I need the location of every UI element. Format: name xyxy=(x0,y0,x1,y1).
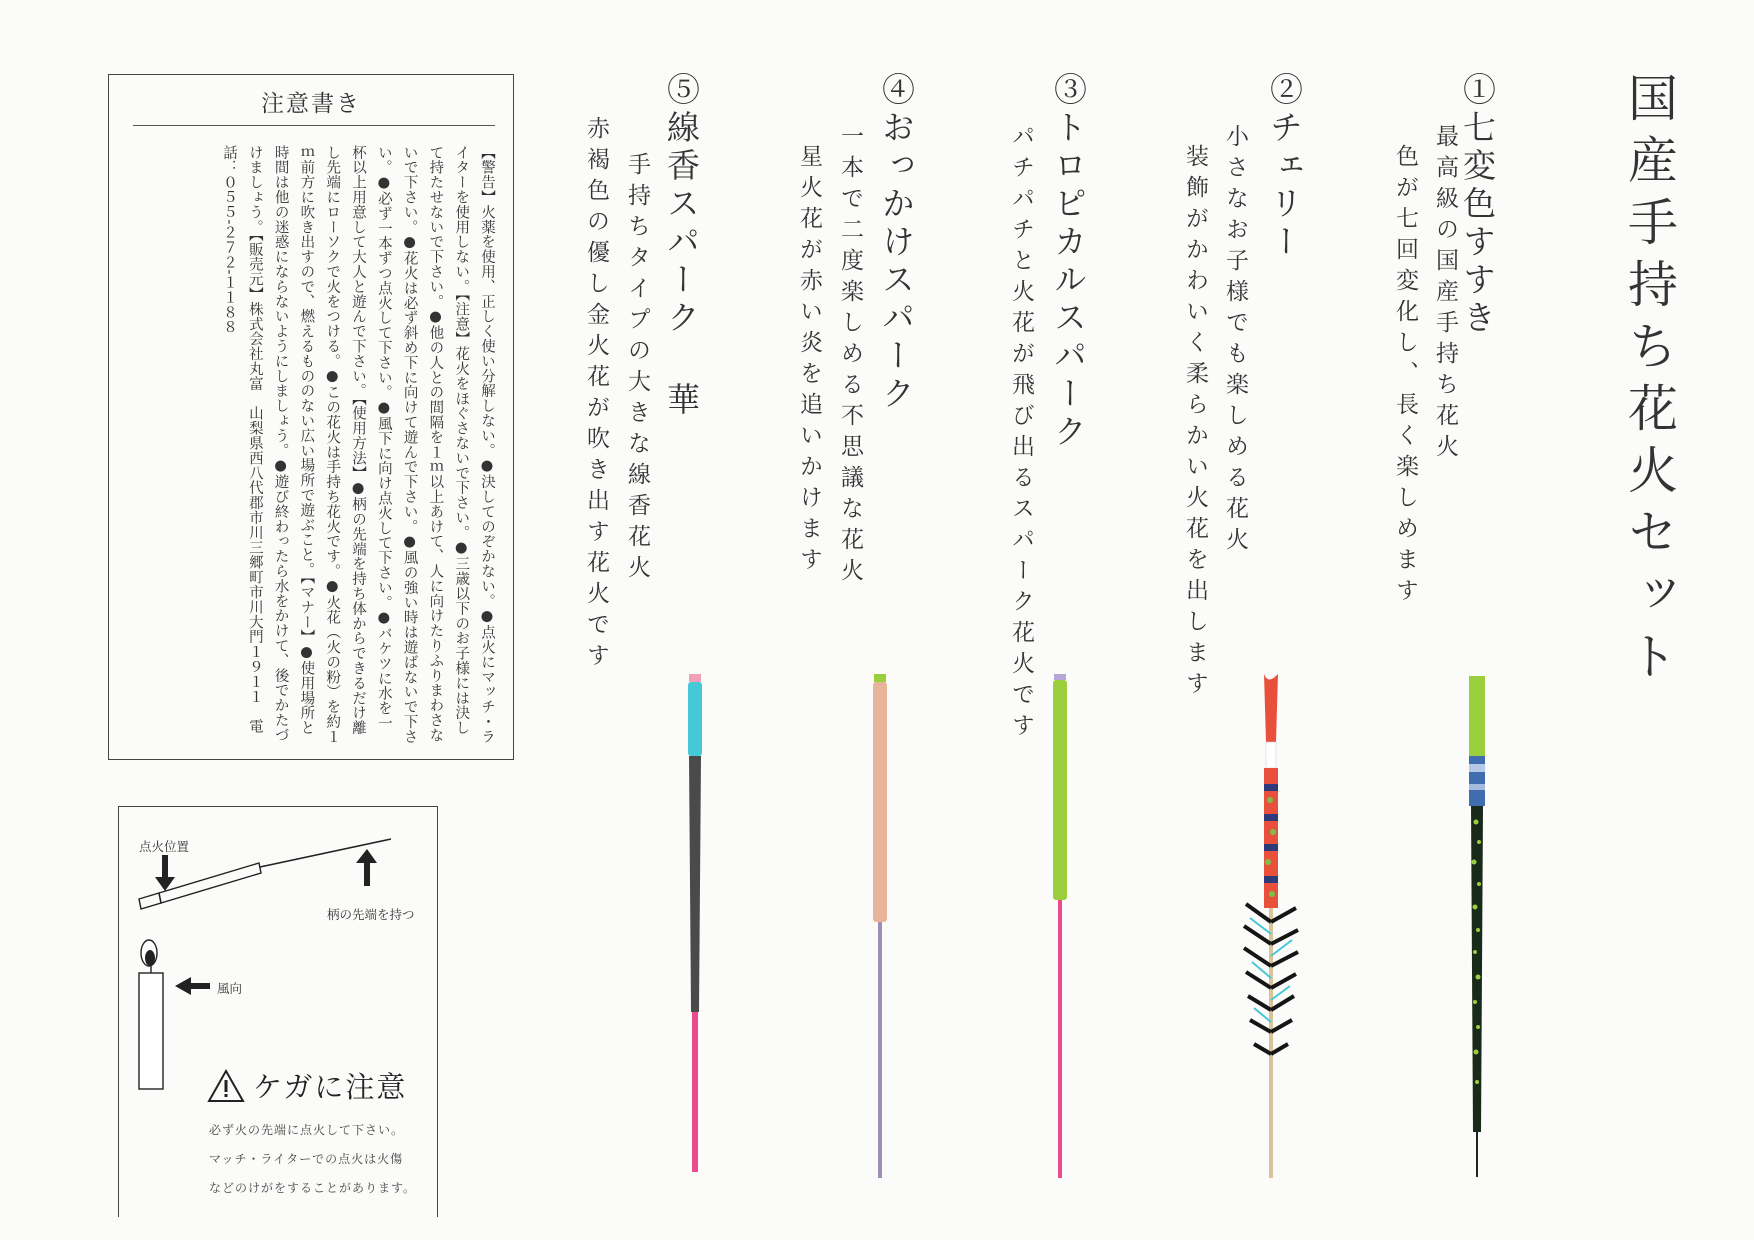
usage-illustration xyxy=(119,807,437,1107)
warning-title: ケガに注意 xyxy=(253,1070,408,1104)
item-1-desc-2: 色が七回変化し、長く楽しめます xyxy=(1392,144,1418,609)
sparkler-stick-icon xyxy=(139,839,391,909)
warning-line-1: 必ず火の先端に点火して下さい。 xyxy=(209,1123,405,1137)
usage-diagram xyxy=(118,806,438,1217)
item-4-name: ④おっかけスパーク xyxy=(877,72,916,414)
item-1-desc-1: 最高級の国産手持ち花火 xyxy=(1432,124,1458,465)
caution-body: 【警告】火薬を使用、正しく使い分解しない。●決してのぞかない。●点火にマッチ・ライターを使用しない。【注意】花火をほぐさないで下さい。●三歳以下のお子様には決して持たせないで下さい。●他の人との間隔を１ｍ以上あけて、人に向けたりふりまわさないで下さい。●花火は必ず斜め下に向けて遊んで下さい。●風の強い時は遊ばないで下さい。●必ず一本ずつ点火して下さい。●風下に向け点火して下さい。●バケツに水を一杯以上用意して大人と遊んで下さい。【使用方法】●柄の先端を持ち体からできるだけ離し先端にローソクで火をつける。●この花火は手持ち花火です。●火花（火の粉）を約１ｍ前方に吹き出すので、燃えるもののない広い場所で遊ぶこと。【マナー】●使用場所と時間は他の迷惑にならないようにしましょう。●遊び終わったら水をかけて、後でかたづけましょう。【販売元】株式会社丸富 山梨県西八代郡市川三郷町市川大門１９１１ 電話：０５５-２７２-１１８８ xyxy=(221,145,495,744)
caution-heading: 注意書き xyxy=(261,91,361,117)
item-2-desc-2: 装飾がかわいく柔らかい火花を出します xyxy=(1182,144,1208,702)
item-5-desc-1: 手持ちタイプの大きな線香花火 xyxy=(624,152,650,586)
sparkler-cherry-image xyxy=(1240,672,1300,1182)
main-title: 国産手持ち花火セット xyxy=(1620,72,1678,692)
candle-icon xyxy=(139,940,163,1089)
item-4-desc-1: 一本で二度楽しめる不思議な花火 xyxy=(837,124,863,589)
warning-line-3: などのけがをすることがあります。 xyxy=(209,1181,417,1195)
hold-arrow-icon xyxy=(356,849,377,886)
caution-divider xyxy=(133,125,495,126)
warning-triangle-icon xyxy=(207,1069,245,1103)
wind-arrow-icon xyxy=(175,977,210,995)
sparkler-tropical-image xyxy=(1030,672,1090,1182)
ignition-arrow-icon xyxy=(155,855,175,891)
item-5-name: ⑤線香スパーク 華 xyxy=(662,72,701,420)
item-4-desc-2: 星火花が赤い炎を追いかけます xyxy=(796,144,822,578)
warning-line-2: マッチ・ライターでの点火は火傷 xyxy=(209,1152,404,1166)
item-2-desc-1: 小さなお子様でも楽しめる花火 xyxy=(1222,124,1248,558)
sparkler-senko-image xyxy=(665,672,725,1182)
warning-heading xyxy=(207,1065,407,1106)
item-1-name: ①七変色すすき xyxy=(1458,72,1497,338)
item-5-desc-2: 赤褐色の優し金火花が吹き出す花火です xyxy=(583,116,609,674)
item-3-desc-1: パチパチと火花が飛び出るスパーク花火です xyxy=(1008,124,1034,744)
sparkler-nanahenshoku-image xyxy=(1447,672,1507,1182)
ignition-label: 点火位置 xyxy=(139,839,190,854)
wind-label: 風向 xyxy=(217,981,243,996)
caution-box xyxy=(108,74,514,760)
sparkler-okkake-image xyxy=(850,672,910,1182)
item-2-name: ②チェリー xyxy=(1265,72,1304,262)
item-3-name: ③トロピカルスパーク xyxy=(1049,72,1088,452)
hold-label: 柄の先端を持つ xyxy=(327,907,415,922)
